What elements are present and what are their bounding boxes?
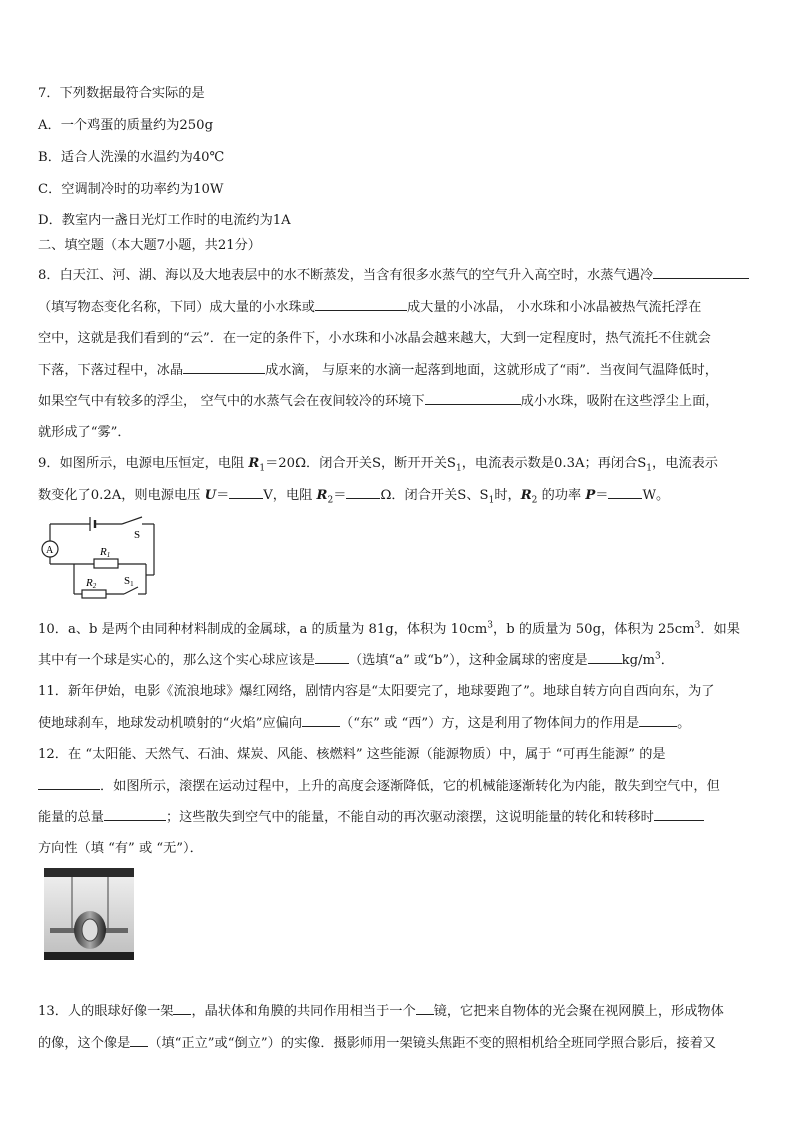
- q8-line-3: 空中，这就是我们看到的“云”．在一定的条件下，小水珠和小冰晶会越来越大，大到一定程度时，热气流托不住就会: [38, 331, 711, 346]
- q8-text: 下落，下落过程中，冰晶: [38, 363, 184, 378]
- r1-symbol: R: [248, 456, 260, 471]
- q13-text: 的像，这个像是: [38, 1036, 131, 1051]
- q9-text: ，电流表示数是0.3A；再闭合S: [461, 456, 647, 471]
- superscript: 3: [655, 651, 661, 662]
- q9-text: ＝: [595, 488, 609, 503]
- q7-stem: 7．下列数据最符合实际的是: [38, 86, 205, 101]
- q9-blank-voltage[interactable]: [229, 484, 263, 499]
- q10-text: ，b 的质量为 50g，体积为 25cm: [493, 622, 695, 637]
- q12-line-4: 方向性（填 “有” 或 “无”）．: [38, 841, 203, 856]
- q9-text: 时，: [494, 488, 521, 503]
- q9-text: V，电阻: [263, 488, 317, 503]
- r1-label: R1: [100, 546, 111, 559]
- superscript: 3: [487, 620, 494, 631]
- q11-blank-direction[interactable]: [302, 712, 340, 727]
- s1-label: S1: [124, 575, 134, 588]
- q9-blank-power[interactable]: [608, 484, 642, 499]
- q10-blank-density[interactable]: [588, 649, 622, 664]
- resistor-r1: [94, 559, 118, 568]
- q9-text: ＝: [333, 488, 347, 503]
- q13-blank-lens[interactable]: [416, 1000, 434, 1015]
- q11-text: 。: [677, 716, 691, 731]
- q10-line-1: [38, 618, 740, 637]
- q12-blank-direction[interactable]: [654, 806, 704, 821]
- q8-text: 成水滴， 与原来的水滴一起落到地面，这就形成了“雨”．当夜间气温降低时，: [265, 363, 718, 378]
- resistor-r2: [82, 590, 106, 598]
- q8-text: 8．白天江、河、湖、海以及大地表层中的水不断蒸发，当含有很多水蒸气的空气升入高空时，水蒸气遇冷: [38, 268, 654, 283]
- q9-text: ＝20Ω．闭合开关S，断开开关S: [265, 456, 456, 471]
- s1-subscript: 1: [488, 495, 495, 506]
- q8-blank-2[interactable]: [315, 296, 407, 311]
- q8-text: （填写物态变化名称，下同）成大量的小水珠或: [38, 300, 315, 315]
- r1-subscript: 1: [259, 463, 266, 474]
- q8-text: 成大量的小冰晶， 小水珠和小冰晶被热气流托浮在: [406, 300, 702, 315]
- q11-text: 使地球刹车，地球发动机喷射的“火焰”应偏向: [38, 716, 303, 731]
- q8-text: 如果空气中有较多的浮尘， 空气中的水蒸气会在夜间较冷的环境下: [38, 394, 425, 409]
- q9-text: W。: [642, 488, 670, 503]
- q10-blank-ball[interactable]: [315, 649, 349, 664]
- r2-subscript: 2: [531, 495, 538, 506]
- q12-line-1: 12．在 “太阳能、天然气、石油、煤炭、风能、核燃料” 这些能源（能源物质）中，属于 “可再生能源” 的是: [38, 747, 666, 762]
- q8-line-4: [38, 359, 718, 378]
- q13-line-2: [38, 1032, 716, 1051]
- q12-line-2: [38, 775, 720, 794]
- r2-subscript: 2: [327, 495, 334, 506]
- q9-text: ，电流表示: [652, 456, 718, 471]
- q13-blank-camera[interactable]: [173, 1000, 191, 1015]
- q12-text: ．如图所示，滚摆在运动过程中，上升的高度会逐渐降低，它的机械能逐渐转化为内能，散失到空气中，但: [100, 779, 720, 794]
- q10-line-2: [38, 649, 674, 668]
- q10-text: （选填“a” 或“b”），这种金属球的密度是: [348, 653, 588, 668]
- q7-option-a: A．一个鸡蛋的质量约为250g: [38, 118, 214, 133]
- q10-text: 10．a、b 是两个由同种材料制成的金属球，a 的质量为 81g，体积为 10cm: [38, 622, 488, 637]
- base: [44, 952, 134, 960]
- switch-s-label: S: [134, 529, 141, 541]
- r2-symbol: R: [316, 488, 328, 503]
- q8-line-2: [38, 296, 701, 315]
- ammeter-label: A: [46, 545, 54, 556]
- q8-line-6: 就形成了“雾”．: [38, 425, 131, 440]
- q12-blank-total[interactable]: [104, 806, 166, 821]
- q9-text: 9．如图所示，电源电压恒定，电阻: [38, 456, 249, 471]
- s1-subscript: 1: [646, 463, 653, 474]
- q9-text: 数变化了0.2A，则电源电压: [38, 488, 205, 503]
- q9-text: 的功率: [537, 488, 586, 503]
- q11-line-2: [38, 712, 690, 731]
- p-symbol: P: [585, 488, 596, 503]
- switch-s-lever: [122, 517, 142, 524]
- q7-option-c: C．空调制冷时的功率约为10W: [38, 182, 224, 197]
- q9-blank-resistance[interactable]: [346, 484, 380, 499]
- circuit-diagram: [38, 512, 162, 604]
- q8-line-1: [38, 264, 749, 283]
- q11-line-1: 11．新年伊始，电影《流浪地球》爆红网络，剧情内容是“太阳要完了，地球要跑了”。地球自转方向自西向东，为了: [38, 684, 715, 699]
- r2-symbol: R: [520, 488, 532, 503]
- wheel-hub: [82, 919, 98, 941]
- q9-text: Ω．闭合开关S、S: [380, 488, 489, 503]
- q13-blank-image[interactable]: [130, 1032, 148, 1047]
- section-heading-fill-in: 二、填空题（本大题7小题，共21分）: [38, 238, 261, 253]
- q11-text: （“东” 或 “西”）方，这是利用了物体间力的作用是: [340, 716, 640, 731]
- q8-blank-1[interactable]: [653, 264, 749, 279]
- q8-text: 成小水珠，吸附在这些浮尘上面，: [520, 394, 719, 409]
- q10-text: ．: [660, 653, 674, 668]
- q13-text: 镜，它把来自物体的光会聚在视网膜上，形成物体: [433, 1004, 724, 1019]
- superscript: 3: [694, 620, 701, 631]
- q8-blank-3[interactable]: [183, 359, 265, 374]
- q12-blank-renewable[interactable]: [38, 775, 100, 790]
- switch-s1-lever: [124, 587, 138, 594]
- q13-text: ，晶状体和角膜的共同作用相当于一个: [191, 1004, 416, 1019]
- q13-text: 13．人的眼球好像一架: [38, 1004, 174, 1019]
- q12-text: 能量的总量: [38, 810, 104, 825]
- q9-line-1: [38, 452, 718, 474]
- q9-line-2: [38, 484, 669, 506]
- s1-subscript: 1: [455, 463, 462, 474]
- q9-text: ＝: [216, 488, 230, 503]
- u-symbol: U: [204, 488, 217, 503]
- q10-text: ．如果: [700, 622, 740, 637]
- q8-blank-4[interactable]: [425, 390, 521, 405]
- q7-option-d: D．教室内一盏日光灯工作时的电流约为1A: [38, 213, 291, 228]
- q8-line-5: [38, 390, 718, 409]
- r2-label: R2: [86, 577, 97, 590]
- q7-option-b: B．适合人洗澡的水温约为40℃: [38, 150, 225, 165]
- q13-line-1: [38, 1000, 724, 1019]
- q12-line-3: [38, 806, 704, 825]
- rolling-pendulum-photo: [44, 868, 134, 960]
- q11-blank-force[interactable]: [639, 712, 677, 727]
- q13-text: （填“正立”或“倒立”）的实像．摄影师用一架镜头焦距不变的照相机给全班同学照合影后，接着又: [148, 1036, 716, 1051]
- q10-text: 其中有一个球是实心的，那么这个实心球应该是: [38, 653, 315, 668]
- q12-text: ；这些散失到空气中的能量，不能自动的再次驱动滚摆，这说明能量的转化和转移时: [165, 810, 654, 825]
- top-bar: [44, 868, 134, 877]
- q10-text: kg/m: [621, 653, 656, 668]
